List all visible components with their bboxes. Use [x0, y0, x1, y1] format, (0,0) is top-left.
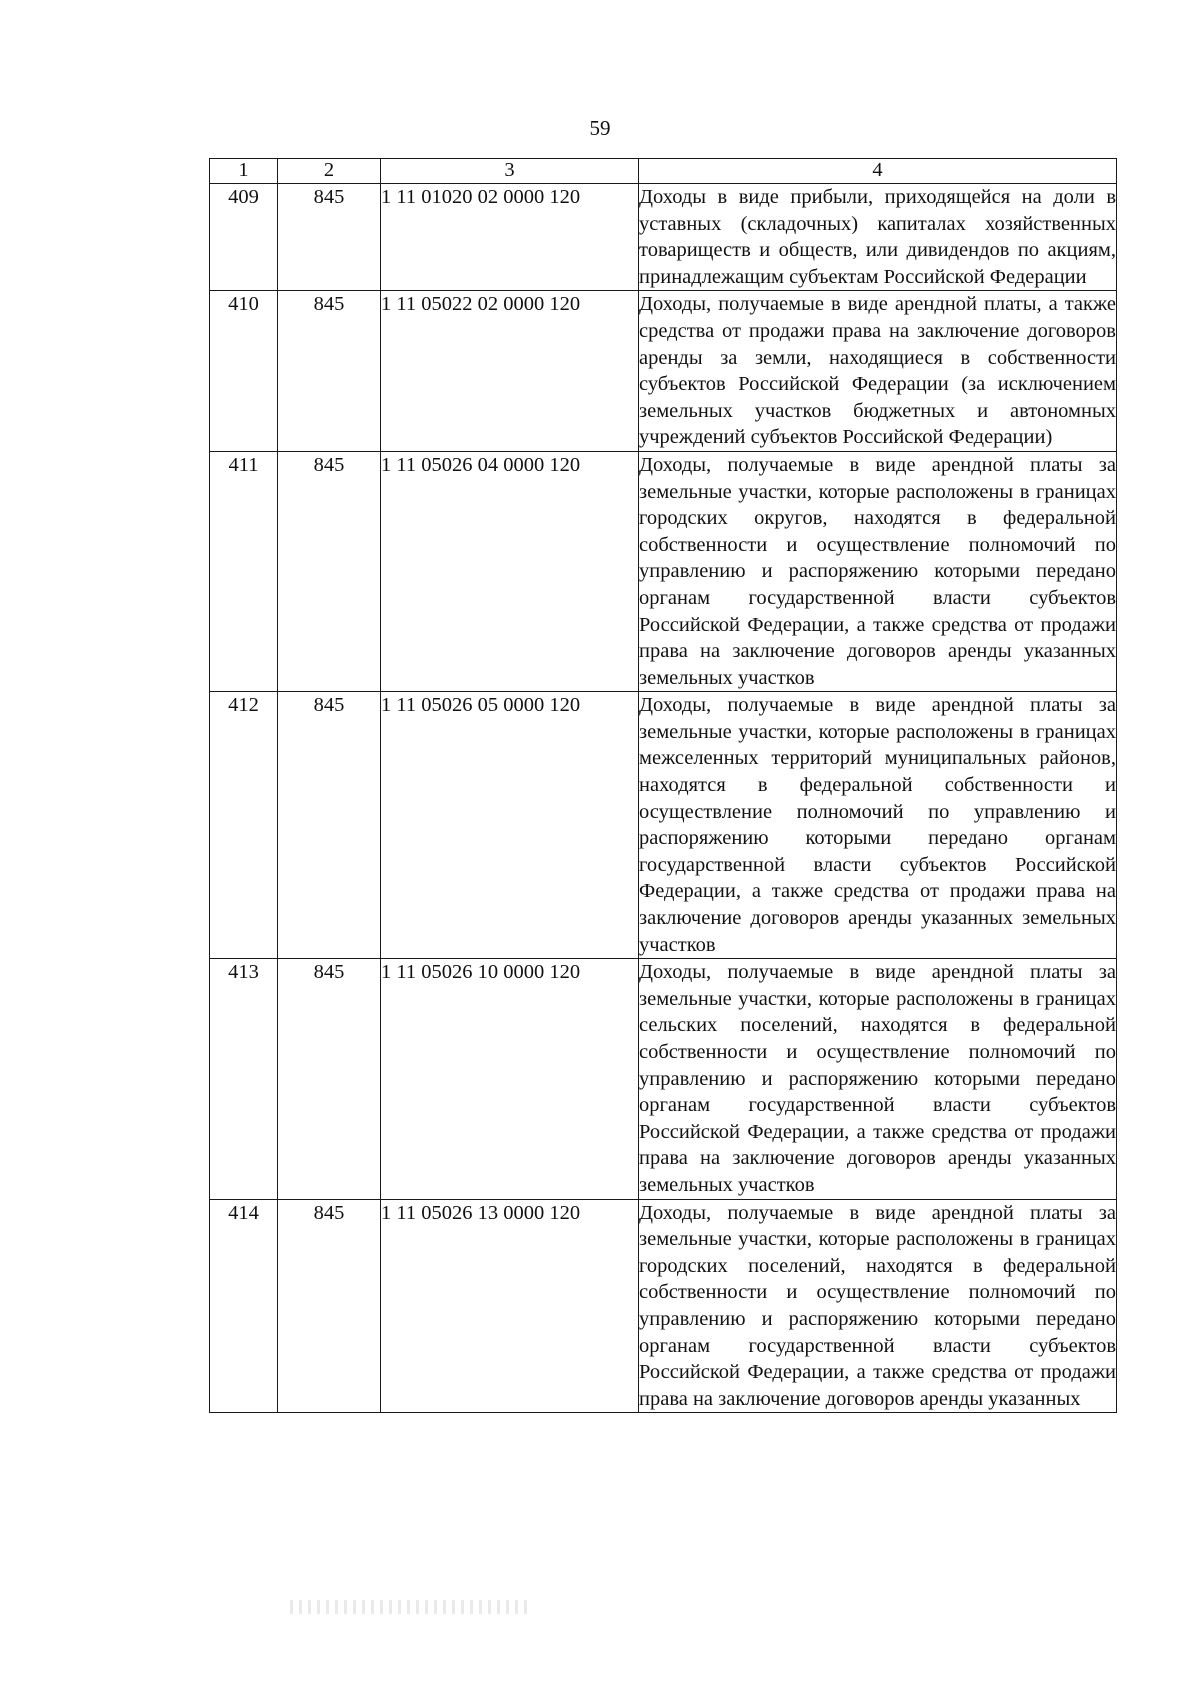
administrator-code: 845: [278, 184, 381, 291]
administrator-code: 845: [278, 959, 381, 1199]
administrator-code: 845: [278, 291, 381, 452]
row-number: 409: [210, 184, 278, 291]
column-header-4: 4: [639, 159, 1117, 184]
budget-classification-code: 1 11 05026 04 0000 120: [381, 451, 639, 691]
row-number: 414: [210, 1199, 278, 1413]
row-number: 413: [210, 959, 278, 1199]
scan-artifact: [290, 1600, 530, 1614]
row-number: 410: [210, 291, 278, 452]
revenue-description: Доходы, получаемые в виде арендной платы за земельные участки, которые расположены в границах городских округов, находятся в федеральной собственности и осуществление полномочий по управлению и распоряжению которыми передано органам государственной власти субъектов Российской Федерации, а также средства от продажи права на заключение договоров аренды указанных земельных участков: [639, 451, 1117, 691]
table-row: [210, 451, 1117, 691]
table-row: [210, 959, 1117, 1199]
administrator-code: 845: [278, 1199, 381, 1413]
row-number: 411: [210, 451, 278, 691]
budget-classification-code: 1 11 01020 02 0000 120: [381, 184, 639, 291]
table-row: [210, 692, 1117, 959]
revenue-codes-table: [209, 158, 1117, 1413]
budget-classification-code: 1 11 05022 02 0000 120: [381, 291, 639, 452]
row-number: 412: [210, 692, 278, 959]
column-header-3: 3: [381, 159, 639, 184]
revenue-description: Доходы, получаемые в виде арендной платы за земельные участки, которые расположены в границах межселенных территорий муниципальных районов, находятся в федеральной собственности и осуществление полномочий по управлению и распоряжению которыми передано органам государственной власти субъектов Российской Федерации, а также средства от продажи права на заключение договоров аренды указанных земельных участков: [639, 692, 1117, 959]
budget-classification-code: 1 11 05026 10 0000 120: [381, 959, 639, 1199]
revenue-description: Доходы, получаемые в виде арендной платы, а также средства от продажи права на заключение договоров аренды за земли, находящиеся в собственности субъектов Российской Федерации (за исключением земельных участков бюджетных и автономных учреждений субъектов Российской Федерации): [639, 291, 1117, 452]
administrator-code: 845: [278, 451, 381, 691]
budget-classification-code: 1 11 05026 13 0000 120: [381, 1199, 639, 1413]
column-header-2: 2: [278, 159, 381, 184]
page-number: 59: [589, 116, 611, 140]
revenue-description: Доходы, получаемые в виде арендной платы за земельные участки, которые расположены в границах сельских поселений, находятся в федеральной собственности и осуществление полномочий по управлению и распоряжению которыми передано органам государственной власти субъектов Российской Федерации, а также средства от продажи права на заключение договоров аренды указанных земельных участков: [639, 959, 1117, 1199]
table-row: [210, 291, 1117, 452]
table-row: [210, 184, 1117, 291]
administrator-code: 845: [278, 692, 381, 959]
budget-classification-code: 1 11 05026 05 0000 120: [381, 692, 639, 959]
revenue-description: Доходы, получаемые в виде арендной платы за земельные участки, которые расположены в границах городских поселений, находятся в федеральной собственности и осуществление полномочий по управлению и распоряжению которыми передано органам государственной власти субъектов Российской Федерации, а также средства от продажи права на заключение договоров аренды указанных: [639, 1199, 1117, 1413]
table-header-row: [210, 159, 1117, 184]
table-row: [210, 1199, 1117, 1413]
revenue-description: Доходы в виде прибыли, приходящейся на доли в уставных (складочных) капиталах хозяйственных товариществ и обществ, или дивидендов по акциям, принадлежащим субъектам Российской Федерации: [639, 184, 1117, 291]
column-header-1: 1: [210, 159, 278, 184]
